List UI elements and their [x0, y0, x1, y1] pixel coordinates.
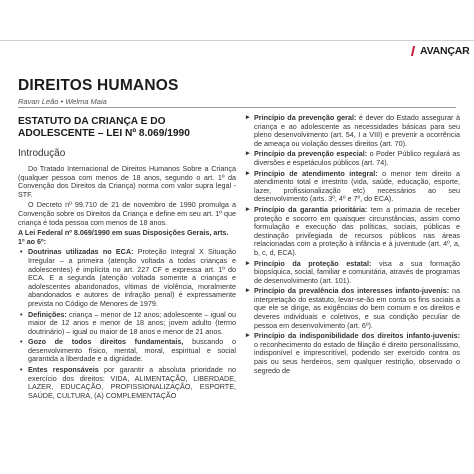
- title-rule: [18, 107, 456, 108]
- section-heading-line-2: ADOLESCENTE – LEI Nº 8.069/1990: [18, 128, 190, 139]
- list-item: ▸ Princípio de atendimento integral: o menor tem direito a atendimento total e irrestrito (vida, saúde, educação, esporte, lazer, profissionalização etc) necessários ao seu desenvolvimento (arts. 3º, 4º e 7º, do ECA).: [244, 170, 460, 204]
- left-bullet-list: [18, 248, 236, 400]
- list-item: • Gozo de todos direitos fundamentais, buscando o desenvolvimento físico, mental, moral, espiritual e social garantida a liberdade e a dignidade.: [18, 338, 236, 364]
- page-title: DIREITOS HUMANOS: [18, 77, 179, 94]
- list-item: • Doutrinas utilizadas no ECA: Proteção Integral X Situação Irregular – a primeira (atenção voltada a todas crianças e adolescentes) é implícita no art. 227 CF e expressa art. 1º do ECA. E a segunda (atenção voltada somente a crianças e adolescentes abandonados, vítimas de violência, moralmente abandonados e autores de infração penal) é expressamente prevista no Código de Menores de 1979.: [18, 248, 236, 308]
- paragraph-2: O Decreto nº 99.710 de 21 de novembro de 1990 promulga a Convenção sobre os Direitos da Criança e define em seu art. 1º que criança é toda pessoa com menos de 18 anos.: [18, 200, 236, 227]
- left-column: [18, 116, 236, 474]
- principles-list: [244, 114, 460, 375]
- list-item: • Entes responsáveis por garantir a absoluta prioridade no exercício dos direitos: VIDA, ALIMENTAÇÃO, LIBERDADE, LAZER, EDUCAÇÃO, PROFISSIONALIZAÇÃO, ESPORTE, SAÚDE, CULTURA, (A) COMPLEMENTAÇÃO: [18, 366, 236, 400]
- top-divider: [0, 40, 474, 41]
- list-item: ▸ Princípio da prevalência dos interesses infanto-juvenis: na interpretação do estatuto, levar-se-ão em conta os fins sociais a que ele se dirige, as exigências do bem comum e os direitos e deveres individuais e coletivos, e sua condição peculiar de pessoa em desenvolvimento (art. 6º).: [244, 287, 460, 330]
- right-column: [244, 114, 460, 474]
- list-item: • Definições: criança – menor de 12 anos; adolescente – igual ou maior de 12 anos e menor de 18 anos; jovem adulto (termo doutrinário) – igual ou maior de 18 anos e menor de 21 anos.: [18, 311, 236, 337]
- section-heading: [18, 116, 236, 140]
- authors-line: Ravan Leão • Welma Maia: [18, 97, 107, 106]
- list-item: ▸ Princípio da proteção estatal: visa a sua formação biopsíquica, social, familiar e comunitária, através de programas de desenvolvimento (art. 101).: [244, 260, 460, 286]
- list-item: ▸ Princípio da indisponibilidade dos direitos infanto-juvenis: o reconhecimento do estado de filiação é direito personalíssimo, indisponível e imprescritível, podendo ser exercido contra os pais ou seus herdeiros, sem qualquer restrição, observado o segredo de: [244, 332, 460, 375]
- paragraph-1: Do Tratado Internacional de Direitos Humanos Sobre a Criança (qualquer pessoa com menos de 18 anos, segundo o art. 1º da Convenção dos Direitos da Criança) norma com valor supra legal - STF.: [18, 164, 236, 199]
- section-heading-line-1: ESTATUTO DA CRIANÇA E DO: [18, 116, 166, 127]
- list-item: ▸ Princípio da prevenção geral: é dever do Estado assegurar à criança e ao adolescente as necessidades básicas para seu pleno desenvolvimento (art. 54, I a VIII) e prevenir a ocorrência de ameaça ou violação desses direitos (art. 70).: [244, 114, 460, 148]
- list-item: ▸ Princípio da garantia prioritária: tem a primazia de receber proteção e socorro em quaisquer circunstâncias, assim como formulação e execução das políticas, sociais, públicas e destinação privilegiada de recursos públicos nas áreas relacionadas com a proteção à infância e à juventude (art. 4º, a, b, c, d, ECA).: [244, 206, 460, 258]
- brand-logo: [412, 45, 470, 61]
- intro-heading: Introdução: [18, 148, 66, 159]
- brand-name: AVANÇAR: [420, 45, 470, 57]
- list-item: ▸ Princípio da prevenção especial: o Poder Público regulará as diversões e espetáculos públicos (art. 74).: [244, 150, 460, 167]
- law-lead: A Lei Federal nº 8.069/1990 em suas Disposições Gerais, arts. 1º ao 6º:: [18, 228, 229, 246]
